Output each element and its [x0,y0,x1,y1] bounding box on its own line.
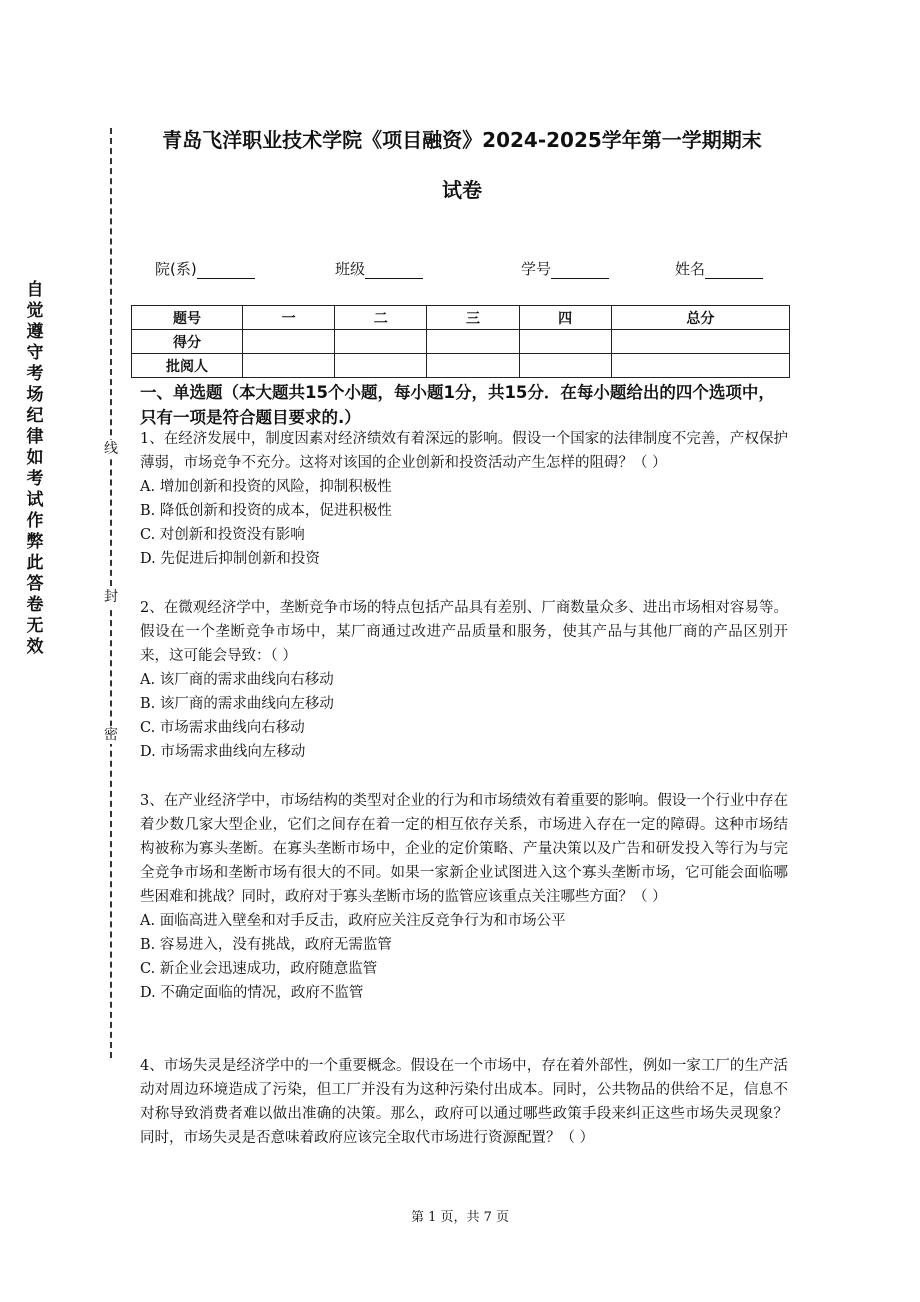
score-table-header-row [132,306,790,330]
score-header-cell: 二 [335,306,427,330]
class-label: 班级 [335,260,366,278]
question-stem: 4、市场失灵是经济学中的一个重要概念。假设在一个市场中，存在着外部性，例如一家工厂的生产活动对周边环境造成了污染，但工厂并没有为这种污染付出成本。同时，公共物品的供给不足，信息不对称导致消费者难以做出准确的决策。那么，政府可以通过哪些政策手段来纠正这些市场失灵现象？同时，市场失灵是否意味着政府应该完全取代市场进行资源配置？（ ） [140,1058,788,1146]
student-info-row [155,258,785,282]
dept-label: 院(系) [155,260,197,278]
question-stem: 1、在经济发展中，制度因素对经济绩效有着深远的影响。假设一个国家的法律制度不完善，产权保护薄弱，市场竞争不充分。这将对该国的企业创新和投资活动产生怎样的阻碍？（ ） [140,431,788,471]
option-a[interactable]: A. 增加创新和投资的风险，抑制积极性 [140,479,392,495]
score-row [132,330,790,354]
question-1 [140,427,788,571]
score-cell[interactable] [427,330,519,354]
student-id-field[interactable] [521,258,609,279]
question-3 [140,789,788,1005]
grader-cell[interactable] [243,354,335,378]
seal-mark-secret: 密 [104,727,118,743]
option-a[interactable]: A. 该厂商的需求曲线向右移动 [140,672,334,688]
score-header-cell: 三 [427,306,519,330]
name-field[interactable] [675,258,763,279]
grader-cell[interactable] [335,354,427,378]
score-header-cell: 一 [243,306,335,330]
question-4 [140,1054,788,1150]
option-d[interactable]: D. 先促进后抑制创新和投资 [140,551,320,567]
score-row-label: 得分 [132,330,243,354]
option-a[interactable]: A. 面临高进入壁垒和对手反击，政府应关注反竞争行为和市场公平 [140,913,566,929]
option-c[interactable]: C. 市场需求曲线向右移动 [140,720,305,736]
score-header-cell: 题号 [132,306,243,330]
option-d[interactable]: D. 不确定面临的情况，政府不监管 [140,985,364,1001]
option-d[interactable]: D. 市场需求曲线向左移动 [140,744,306,760]
option-c[interactable]: C. 对创新和投资没有影响 [140,527,305,543]
option-b[interactable]: B. 该厂商的需求曲线向左移动 [140,696,334,712]
discipline-notice: 自觉遵守考场纪律如考试作弊此答卷无效 [26,280,44,657]
page-footer: 第 1 页，共 7 页 [410,1210,510,1225]
option-c[interactable]: C. 新企业会迅速成功，政府随意监管 [140,961,378,977]
grader-cell[interactable] [611,354,789,378]
exam-title-line1: 青岛飞洋职业技术学院《项目融资》2024-2025学年第一学期期末 [162,128,762,152]
seal-mark-seal: 封 [104,589,118,605]
question-2 [140,596,788,764]
score-table [131,305,790,378]
seal-mark-line: 线 [104,441,118,457]
name-label: 姓名 [675,260,706,278]
option-b[interactable]: B. 容易进入，没有挑战，政府无需监管 [140,937,392,953]
option-b[interactable]: B. 降低创新和投资的成本，促进积极性 [140,503,392,519]
section-1-heading: 一、单选题（本大题共15个小题，每小题1分，共15分．在每小题给出的四个选项中，只有一项是符合题目要求的.） [140,383,775,427]
question-stem: 2、在微观经济学中，垄断竞争市场的特点包括产品具有差别、厂商数量众多、进出市场相对容易等。假设在一个垄断竞争市场中，某厂商通过改进产品质量和服务，使其产品与其他厂商的产品区别开来，这可能会导致：（ ） [140,600,788,664]
grader-cell[interactable] [427,354,519,378]
exam-title-line2: 试卷 [442,178,482,202]
student-id-label: 学号 [521,260,552,278]
score-header-cell: 四 [519,306,611,330]
score-cell[interactable] [611,330,789,354]
grader-row-label: 批阅人 [132,354,243,378]
score-cell[interactable] [243,330,335,354]
score-header-cell: 总分 [611,306,789,330]
score-cell[interactable] [335,330,427,354]
score-cell[interactable] [519,330,611,354]
class-field[interactable] [335,258,423,279]
grader-row [132,354,790,378]
question-stem: 3、在产业经济学中，市场结构的类型对企业的行为和市场绩效有着重要的影响。假设一个行业中存在着少数几家大型企业，它们之间存在着一定的相互依存关系，市场进入存在一定的障碍。这种市场结构被称为寡头垄断。在寡头垄断市场中，企业的定价策略、产量决策以及广告和研发投入等行为与完全竞争市场和垄断市场有很大的不同。如果一家新企业试图进入这个寡头垄断市场，它可能会面临哪些困难和挑战？同时，政府对于寡头垄断市场的监管应该重点关注哪些方面？（ ） [140,793,788,905]
grader-cell[interactable] [519,354,611,378]
dept-field[interactable] [155,258,255,279]
